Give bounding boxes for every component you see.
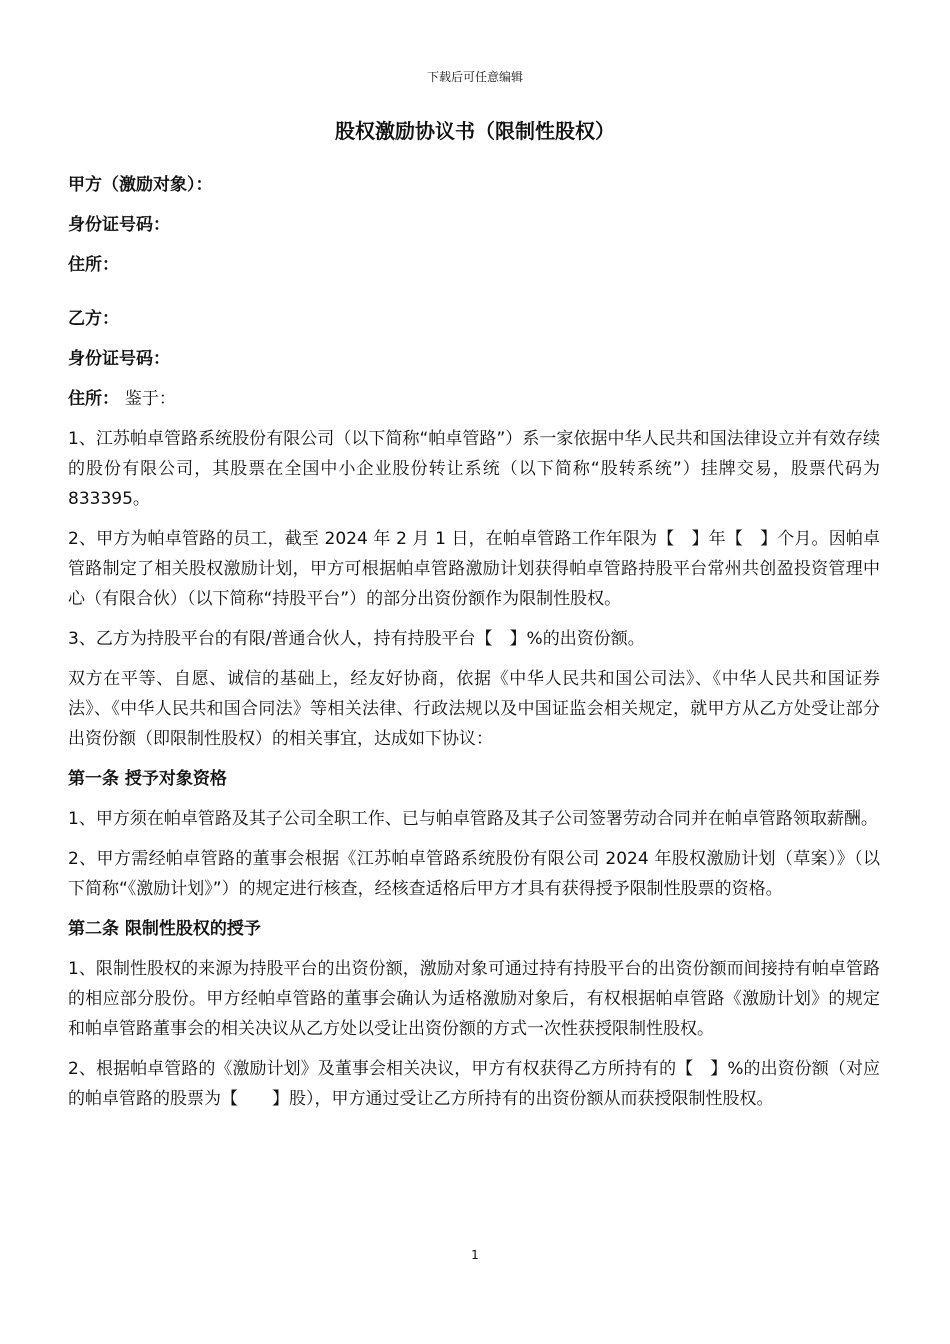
- document-title: 股权激励协议书（限制性股权）: [335, 119, 615, 143]
- party-a-id-label: 身份证号码：: [68, 215, 170, 235]
- party-b-address-label: 住所：: [68, 389, 119, 409]
- article-2-title: 第二条 限制性股权的授予: [68, 919, 261, 939]
- article-2-paragraph-2: 2、根据帕卓管路的《激励计划》及董事会相关决议，甲方有权获得乙方所持有的【 】%的出资份额（对应的帕卓管路的股票为【 】股），甲方通过受让乙方所持有的出资份额从而获授限制性股权。: [68, 1059, 880, 1109]
- article-1-paragraph-1: 1、甲方须在帕卓管路及其子公司全职工作、已与帕卓管路及其子公司签署劳动合同并在帕卓管路领取薪酬。: [68, 809, 878, 829]
- header-note: 下载后可任意编辑: [426, 70, 523, 84]
- page-number: 1: [471, 1248, 479, 1262]
- whereas-label: 鉴于：: [124, 389, 176, 409]
- recital-1: 1、江苏帕卓管路系统股份有限公司（以下简称“帕卓管路”）系一家依据中华人民共和国法律设立并有效存续的股份有限公司，其股票在全国中小企业股份转让系统（以下简称“股转系统”）挂牌交易，股票代码为 833395。: [68, 429, 880, 509]
- party-b-label: 乙方：: [68, 309, 119, 329]
- article-1-title: 第一条 授予对象资格: [68, 769, 227, 789]
- party-b-address-row: [68, 384, 880, 414]
- agreement-preamble: 双方在平等、自愿、诚信的基础上，经友好协商，依据《中华人民共和国公司法》、《中华人民共和国证券法》、《中华人民共和国合同法》等相关法律、行政法规以及中国证监会相关规定，就甲方从乙方处受让部分出资份额（即限制性股权）的相关事宜，达成如下协议：: [68, 669, 880, 749]
- party-a-label: 甲方（激励对象）：: [68, 175, 213, 195]
- article-1-paragraph-2: 2、甲方需经帕卓管路的董事会根据《江苏帕卓管路系统股份有限公司 2024 年股权激励计划（草案）》（以下简称“《激励计划》”）的规定进行核查，经核查适格后甲方才具有获得授予限制性股票的资格。: [68, 849, 880, 899]
- recital-2: 2、甲方为帕卓管路的员工，截至 2024 年 2 月 1 日，在帕卓管路工作年限为【 】年【 】个月。因帕卓管路制定了相关股权激励计划，甲方可根据帕卓管路激励计划获得帕卓管路持股平台常州共创盈投资管理中心（有限合伙）（以下简称“持股平台”）的部分出资份额作为限制性股权。: [68, 529, 880, 609]
- recital-3: 3、乙方为持股平台的有限/普通合伙人，持有持股平台【 】%的出资份额。: [68, 629, 645, 649]
- article-2-paragraph-1: 1、限制性股权的来源为持股平台的出资份额，激励对象可通过持有持股平台的出资份额而间接持有帕卓管路的相应部分股份。甲方经帕卓管路的董事会确认为适格激励对象后，有权根据帕卓管路《激励计划》的规定和帕卓管路董事会的相关决议从乙方处以受让出资份额的方式一次性获授限制性股权。: [68, 959, 880, 1039]
- party-a-address-label: 住所：: [68, 255, 119, 275]
- party-b-id-label: 身份证号码：: [68, 349, 170, 369]
- document-body: [68, 170, 880, 1124]
